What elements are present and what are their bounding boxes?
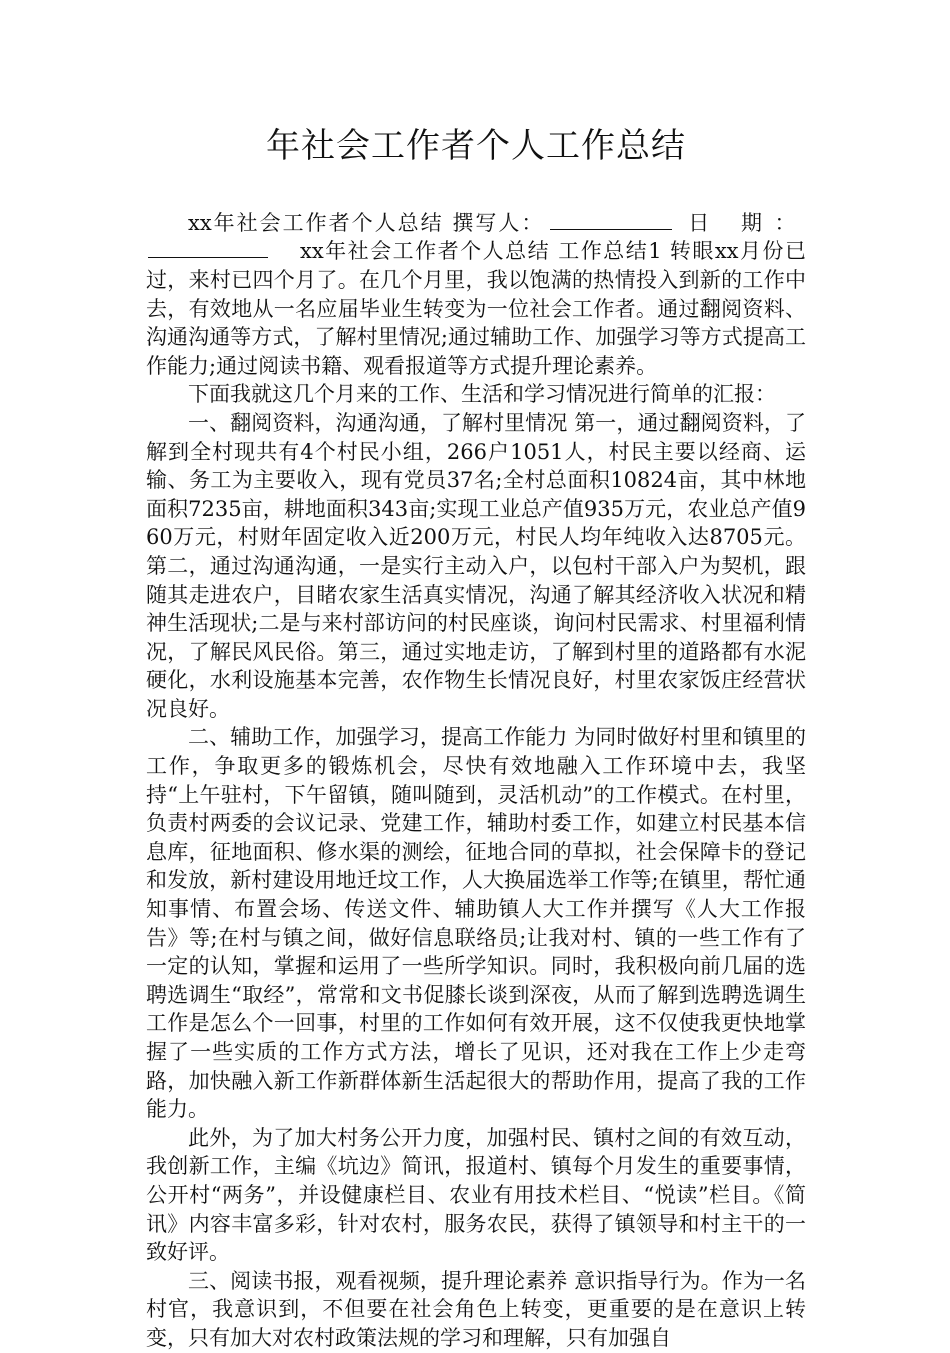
document-title: 年社会工作者个人工作总结 [266, 126, 686, 166]
author-blank-line [550, 209, 672, 230]
header-paragraph [146, 209, 806, 381]
opening-text: xx年社会工作者个人总结 工作总结1 转眼xx月份已过，来村已四个月了。在几个月里，我以饱满的热情投入到新的工作中去，有效地从一名应届毕业生转变为一位社会工作者。通过翻阅资料、沟通沟通等方式，了解村里情况;通过辅助工作、加强学习等方式提高工作能力;通过阅读书籍、观看报道等方式提升理论素养。 [146, 239, 806, 378]
body-paragraph-4: 此外，为了加大村务公开力度，加强村民、镇村之间的有效互动，我创新工作，主编《坑边》简讯，报道村、镇每个月发生的重要事情，公开村“两务”，并设健康栏目、农业有用技术栏目、“悦读”栏目。《简讯》内容丰富多彩，针对农村，服务农民，获得了镇领导和村主干的一致好评。 [146, 1125, 806, 1265]
body-paragraph-3: 二、辅助工作，加强学习，提高工作能力 为同时做好村里和镇里的工作，争取更多的锻炼机会，尽快有效地融入工作环境中去，我坚持“上午驻村，下午留镇，随叫随到，灵活机动”的工作模式。在村里，负责村两委的会议记录、党建工作，辅助村委工作，如建立村民基本信息库，征地面积、修水渠的测绘，征地合同的草拟，社会保障卡的登记和发放，新村建设用地迁坟工作，人大换届选举工作等;在镇里，帮忙通知事情、布置会场、传送文件、辅助镇人大工作并撰写《人大工作报告》等;在村与镇之间，做好信息联络员;让我对村、镇的一些工作有了一定的认知，掌握和运用了一些所学知识。同时，我积极向前几届的选聘选调生“取经”，常常和文书促膝长谈到深夜，从而了解到选聘选调生工作是怎么个一回事，村里的工作如何有效开展，这不仅使我更快地掌握了一些实质的工作方式方法，增长了见识，还对我在工作上少走弯路，加快融入新工作新群体新生活起很大的帮助作用，提高了我的工作能力。 [146, 725, 806, 1122]
document-page [146, 126, 806, 1353]
body-paragraph-5: 三、阅读书报，观看视频，提升理论素养 意识指导行为。作为一名村官，我意识到，不但要在社会角色上转变，更重要的是在意识上转变，只有加大对农村政策法规的学习和理解，只有加强自 [146, 1268, 806, 1350]
date-blank-line [148, 237, 268, 258]
body-paragraph-1: 下面我就这几个月来的工作、生活和学习情况进行简单的汇报： [188, 382, 776, 407]
header-lead-text: xx年社会工作者个人总结 撰写人： [188, 210, 545, 235]
date-label: 日 期： [686, 210, 806, 235]
body-paragraph-2: 一、翻阅资料，沟通沟通，了解村里情况 第一，通过翻阅资料，了解到全村现共有4个村民小组，266户1051人，村民主要以经商、运输、务工为主要收入，现有党员37名;全村总面积10824亩，其中林地面积7235亩，耕地面积343亩;实现工业总产值935万元，农业总产值960万元，村财年固定收入近200万元，村民人均年纯收入达8705元。第二，通过沟通沟通，一是实行主动入户，以包村干部入户为契机，跟随其走进农户，目睹农家生活真实情况，沟通了解其经济收入状况和精神生活现状;二是与来村部访问的村民座谈，询问村民需求、村里福利情况，了解民风民俗。第三，通过实地走访，了解到村里的道路都有水泥硬化，水利设施基本完善，农作物生长情况良好，村里农家饭庄经营状况良好。 [146, 410, 806, 721]
